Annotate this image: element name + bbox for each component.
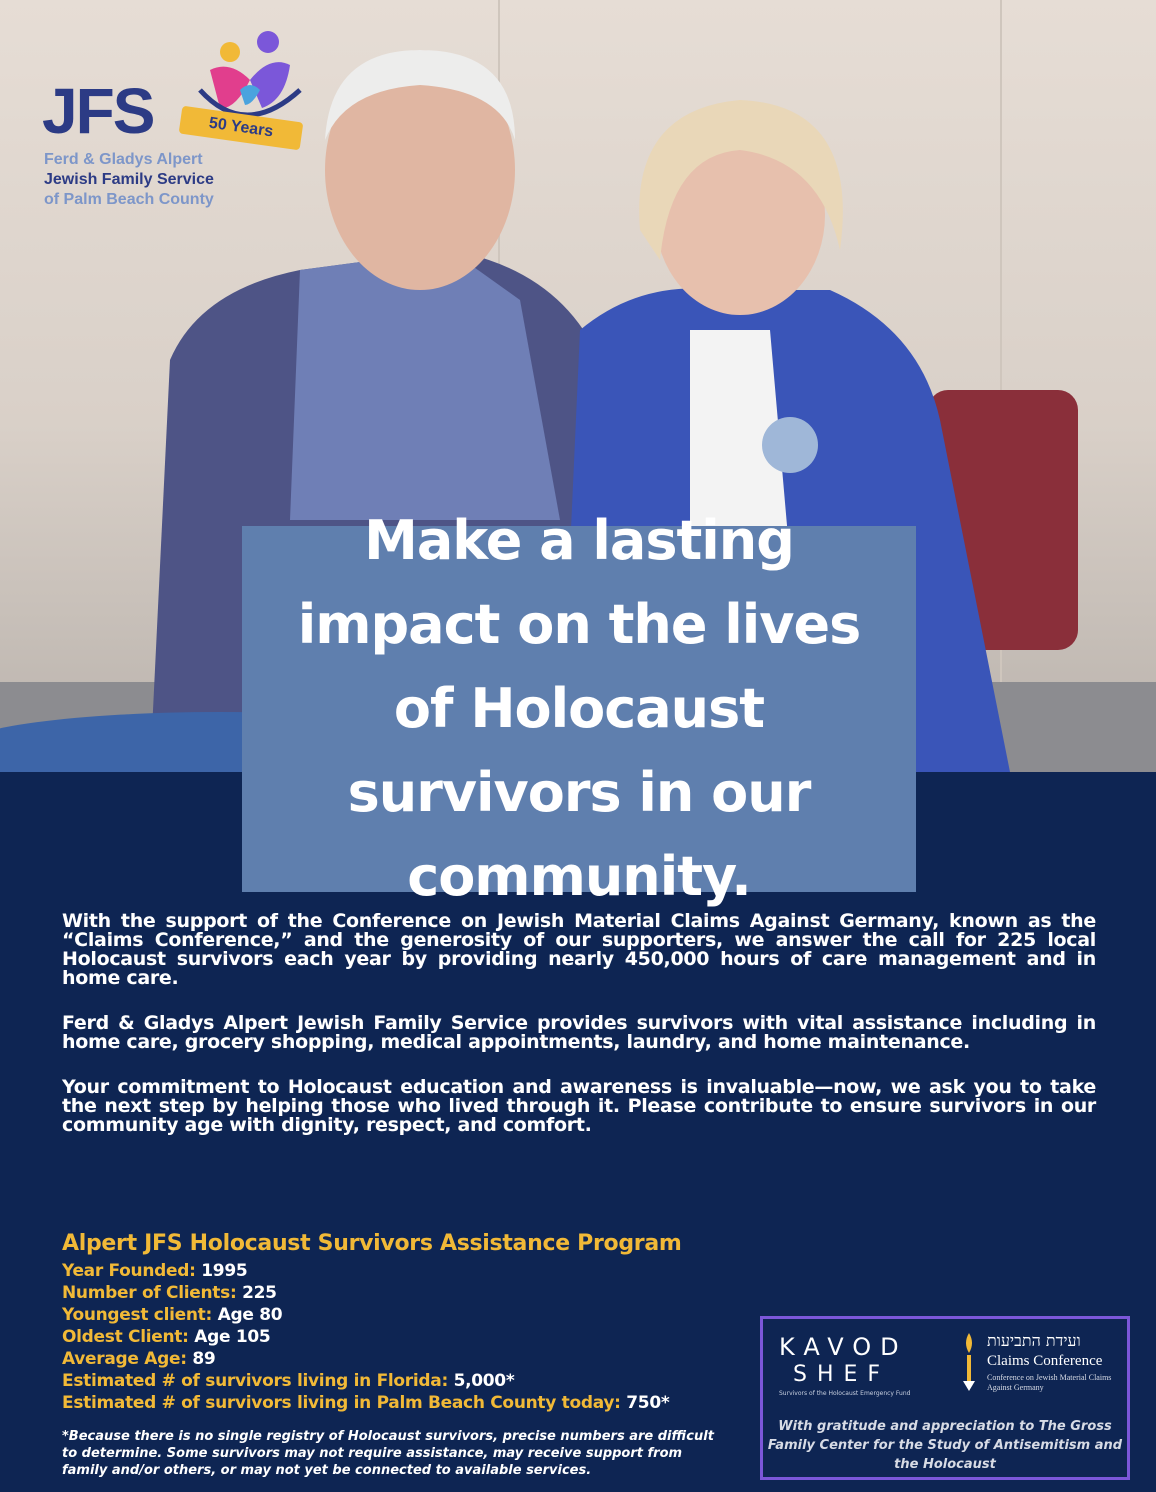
stat-label: Number of Clients: xyxy=(62,1283,237,1303)
logo-org-name xyxy=(44,150,214,210)
org-line-3: of Palm Beach County xyxy=(44,191,214,208)
kavod-tagline: Survivors of the Holocaust Emergency Fund xyxy=(779,1390,911,1397)
program-stats xyxy=(62,1230,742,1479)
paragraph-claims: With the support of the Conference on Jewish Material Claims Against Germany, known as the “Claims Conference,” and the generosity of our supporters, we answer the call for 225 local Holocaust survivors each year by providing nearly 450,000 hours of care management and in home care. xyxy=(62,910,1096,989)
stat-value: 5,000* xyxy=(453,1371,515,1391)
stat-value: Age 105 xyxy=(194,1327,271,1347)
stat-label: Estimated # of survivors living in Palm Beach County today: xyxy=(62,1393,621,1413)
stat-label: Estimated # of survivors living in Florida: xyxy=(62,1371,448,1391)
stat-label: Oldest Client: xyxy=(62,1327,189,1347)
stat-youngest-client xyxy=(62,1304,742,1326)
logo-mark: JFS xyxy=(42,75,154,147)
headline-box xyxy=(242,509,916,908)
stat-year-founded xyxy=(62,1260,742,1282)
claims-name: Claims Conference xyxy=(987,1353,1103,1369)
jfs-logo xyxy=(40,30,310,220)
program-title: Alpert JFS Holocaust Survivors Assistance Program xyxy=(62,1231,682,1256)
stat-label: Year Founded: xyxy=(62,1261,196,1281)
candle-flame-icon xyxy=(961,1333,977,1393)
kavod-shef-logo xyxy=(779,1333,949,1399)
partners-box xyxy=(760,1316,1130,1480)
footnote: *Because there is no single registry of Holocaust survivors, precise numbers are difficult to determine. Some survivors may not require assistance, may receive support from family and/or others, or may not yet be connected to available services. xyxy=(62,1429,714,1478)
kavod-line-1: KAVOD xyxy=(779,1333,908,1361)
headline: Make a lasting impact on the lives of Holocaust survivors in our community. xyxy=(297,509,861,908)
stat-label: Youngest client: xyxy=(62,1305,212,1325)
stat-number-clients xyxy=(62,1282,742,1304)
stat-average-age xyxy=(62,1348,742,1370)
org-line-2: Jewish Family Service xyxy=(44,171,214,188)
stat-pbc-survivors xyxy=(62,1392,742,1414)
paragraph-services: Ferd & Gladys Alpert Jewish Family Service provides survivors with vital assistance including in home care, grocery shopping, medical appointments, laundry, and home maintenance. xyxy=(62,1012,1096,1053)
stat-value: 1995 xyxy=(201,1261,248,1281)
body-text xyxy=(62,912,1096,1161)
stat-florida-survivors xyxy=(62,1370,742,1392)
stat-oldest-client xyxy=(62,1326,742,1348)
paragraph-appeal: Your commitment to Holocaust education and awareness is invaluable—now, we ask you to take the next step by helping those who lived through it. Please contribute to ensure survivors in our community age with dignity, respect, and comfort. xyxy=(62,1076,1096,1136)
stat-value: 89 xyxy=(192,1349,216,1369)
org-line-1: Ferd & Gladys Alpert xyxy=(44,151,203,168)
stat-value: Age 80 xyxy=(217,1305,283,1325)
stat-value: 750* xyxy=(626,1393,670,1413)
stat-value: 225 xyxy=(242,1283,277,1303)
gratitude-note: With gratitude and appreciation to The Gross Family Center for the Study of Antisemitism and the Holocaust xyxy=(767,1419,1123,1472)
claims-subtitle: Conference on Jewish Material Claims Against Germany xyxy=(987,1373,1112,1392)
anniversary-ribbon: 50 Years xyxy=(179,106,304,151)
stat-label: Average Age: xyxy=(62,1349,187,1369)
kavod-line-2: SHEF xyxy=(793,1362,891,1387)
claims-hebrew-name: ועידת התביעות xyxy=(987,1331,1081,1350)
